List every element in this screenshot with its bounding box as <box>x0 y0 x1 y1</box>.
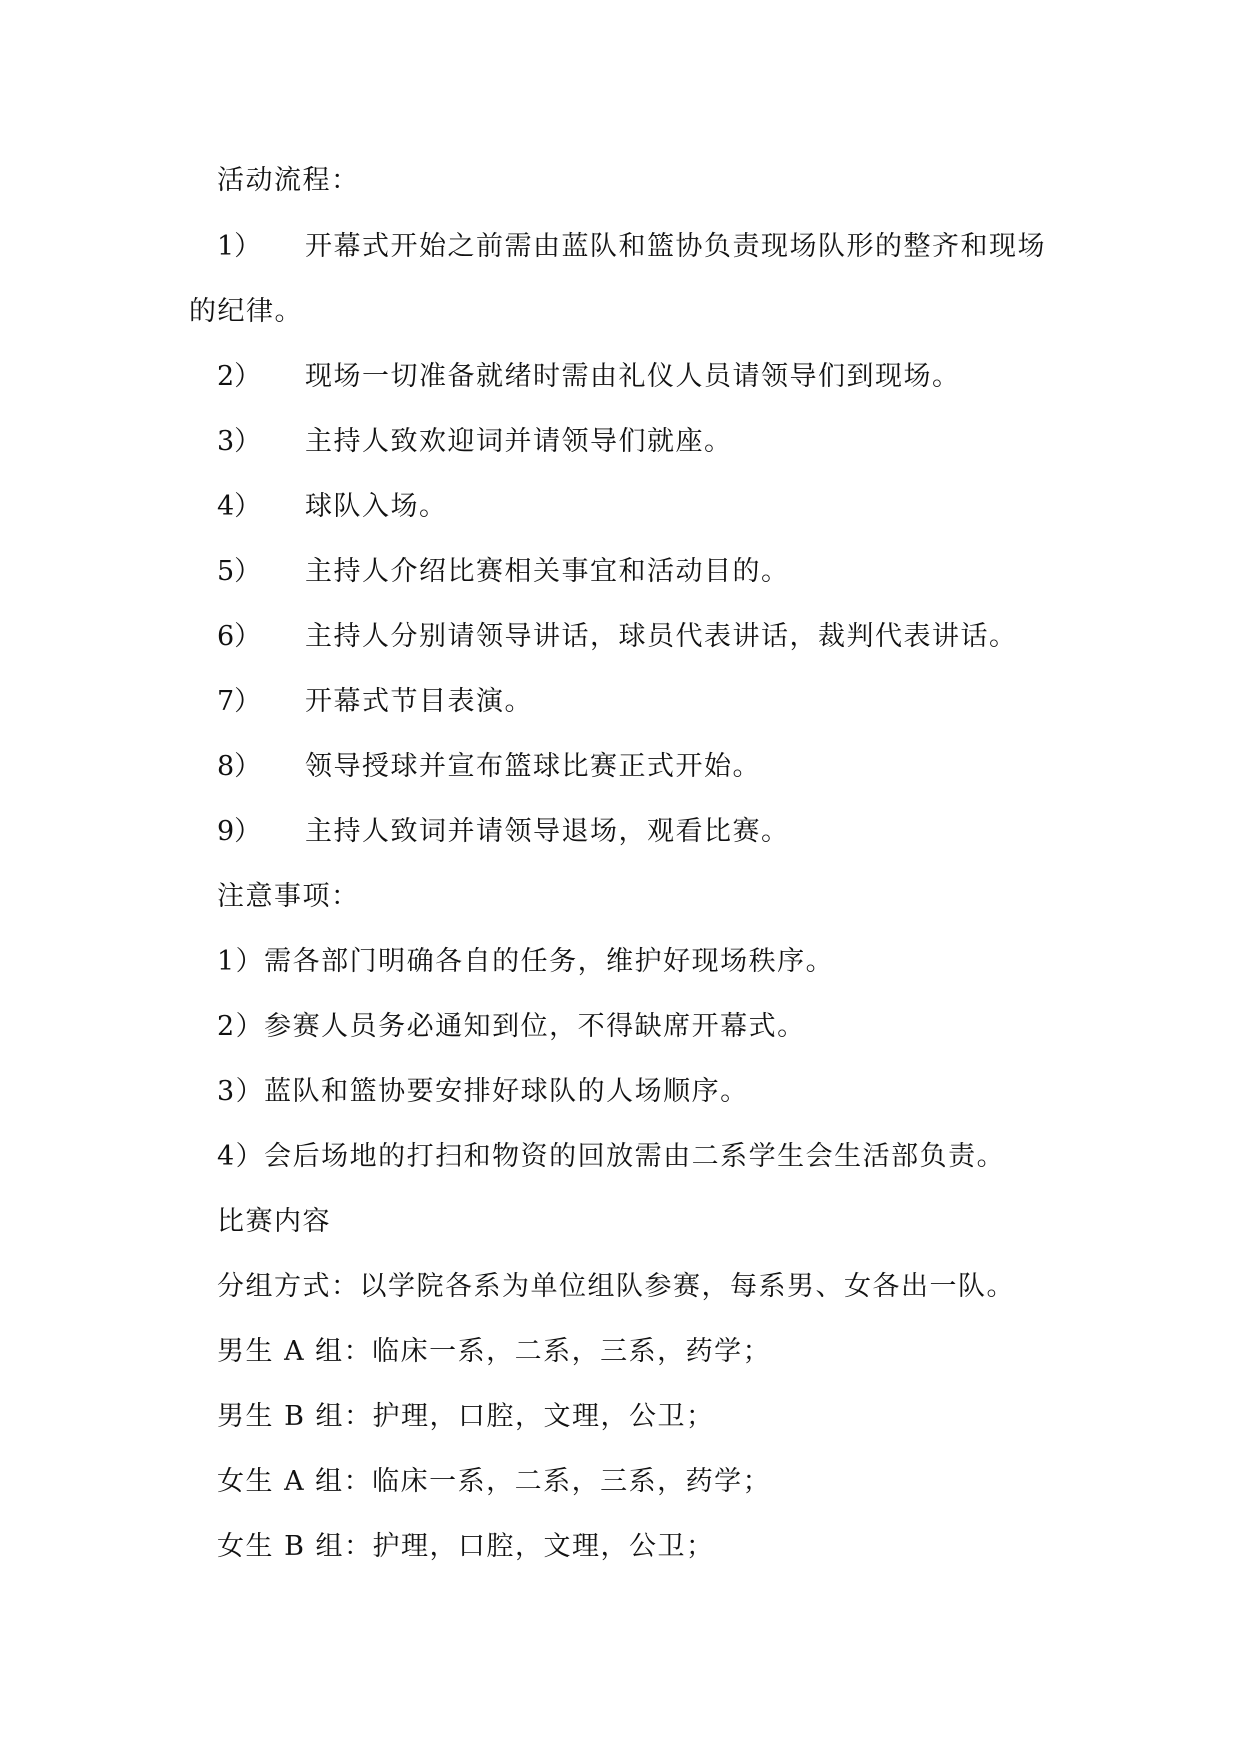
content-line: 女生 A 组：临床一系，二系，三系，药学； <box>217 1466 772 1497</box>
step-text: 领导授球并宣布篮球比赛正式开始。 <box>305 751 761 782</box>
step-text: 主持人致欢迎词并请领导们就座。 <box>305 426 733 457</box>
step-text: 主持人介绍比赛相关事宜和活动目的。 <box>305 556 790 587</box>
notes-heading: 注意事项： <box>217 881 360 912</box>
step-text: 开幕式开始之前需由蓝队和篮协负责现场队形的整齐和现场 <box>305 231 1046 262</box>
note-item: 3）蓝队和篮协要安排好球队的人场顺序。 <box>217 1076 749 1107</box>
step-text: 球队入场。 <box>305 491 448 522</box>
activity-heading: 活动流程： <box>217 165 360 196</box>
step-number: 2） <box>217 361 262 392</box>
step-number: 8） <box>217 751 262 782</box>
content-line: 女生 B 组：护理，口腔，文理，公卫； <box>217 1531 715 1562</box>
step-number: 4） <box>217 491 262 522</box>
note-item: 2）参赛人员务必通知到位，不得缺席开幕式。 <box>217 1011 806 1042</box>
step-number: 6） <box>217 621 262 652</box>
step-text: 开幕式节目表演。 <box>305 686 533 717</box>
note-item: 4）会后场地的打扫和物资的回放需由二系学生会生活部负责。 <box>217 1141 1006 1172</box>
note-item: 1）需各部门明确各自的任务，维护好现场秩序。 <box>217 946 835 977</box>
content-line: 男生 A 组：临床一系，二系，三系，药学； <box>217 1336 772 1367</box>
step-text: 主持人致词并请领导退场，观看比赛。 <box>305 816 790 847</box>
step-text: 现场一切准备就绪时需由礼仪人员请领导们到现场。 <box>305 361 961 392</box>
step-number: 1） <box>217 231 262 262</box>
content-heading: 比赛内容 <box>217 1206 331 1237</box>
step-text-continuation: 的纪律。 <box>189 296 303 327</box>
step-number: 3） <box>217 426 262 457</box>
content-line: 分组方式：以学院各系为单位组队参赛，每系男、女各出一队。 <box>217 1271 1015 1302</box>
step-number: 7） <box>217 686 262 717</box>
step-number: 5） <box>217 556 262 587</box>
content-line: 男生 B 组：护理，口腔，文理，公卫； <box>217 1401 715 1432</box>
step-number: 9） <box>217 816 262 847</box>
step-text: 主持人分别请领导讲话，球员代表讲话，裁判代表讲话。 <box>305 621 1018 652</box>
